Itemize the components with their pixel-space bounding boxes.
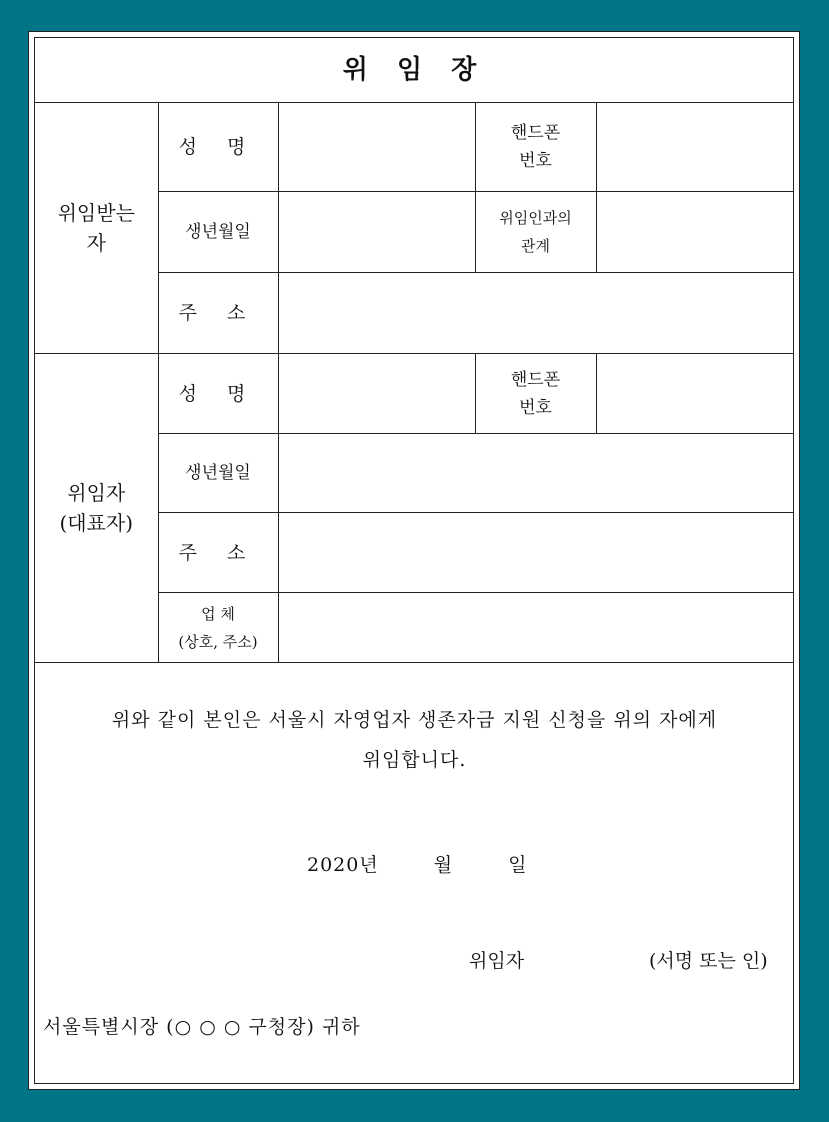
delegation-form — [34, 37, 794, 1084]
delegate-address-label: 주 소 — [158, 273, 278, 354]
delegate-relation-field[interactable] — [596, 192, 794, 273]
delegate-birth-label: 생년월일 — [158, 192, 278, 273]
signature-label: 위임자 — [469, 950, 525, 972]
date-month: 월 — [433, 854, 454, 876]
delegate-relation-label: 위임인과의 관계 — [475, 192, 596, 273]
addressee: 서울특별시장 (○ ○ ○ 구청장) 귀하 — [43, 1016, 361, 1038]
date-line — [307, 850, 528, 877]
date-day: 일 — [508, 854, 528, 876]
delegator-name-label: 성 명 — [158, 354, 278, 434]
delegator-birth-field[interactable] — [278, 434, 794, 513]
delegator-address-field[interactable] — [278, 513, 794, 593]
delegator-name-field[interactable] — [278, 354, 475, 434]
statement-line-1: 위와 같이 본인은 서울시 자영업자 생존자금 지원 신청을 위의 자에게 — [111, 709, 718, 731]
delegate-birth-field[interactable] — [278, 192, 475, 273]
delegate-name-label: 성 명 — [158, 103, 278, 192]
delegate-address-field[interactable] — [278, 273, 794, 354]
delegator-phone-field[interactable] — [596, 354, 794, 434]
form-table — [35, 38, 794, 663]
delegator-business-label: 업 체 (상호, 주소) — [158, 593, 278, 663]
delegate-name-field[interactable] — [278, 103, 475, 192]
statement-line-2: 위임합니다. — [362, 749, 467, 771]
signature-mark[interactable]: (서명 또는 인) — [649, 950, 768, 972]
delegator-business-field[interactable] — [278, 593, 794, 663]
document-title: 위 임 장 — [35, 38, 794, 103]
delegator-phone-label: 핸드폰 번호 — [475, 354, 596, 434]
date-year: 2020년 — [307, 854, 379, 876]
delegate-phone-field[interactable] — [596, 103, 794, 192]
delegate-phone-label: 핸드폰 번호 — [475, 103, 596, 192]
delegator-section-label: 위임자 (대표자) — [35, 354, 158, 663]
document-page — [28, 31, 800, 1090]
delegator-address-label: 주 소 — [158, 513, 278, 593]
delegate-section-label: 위임받는 자 — [35, 103, 158, 354]
delegator-birth-label: 생년월일 — [158, 434, 278, 513]
